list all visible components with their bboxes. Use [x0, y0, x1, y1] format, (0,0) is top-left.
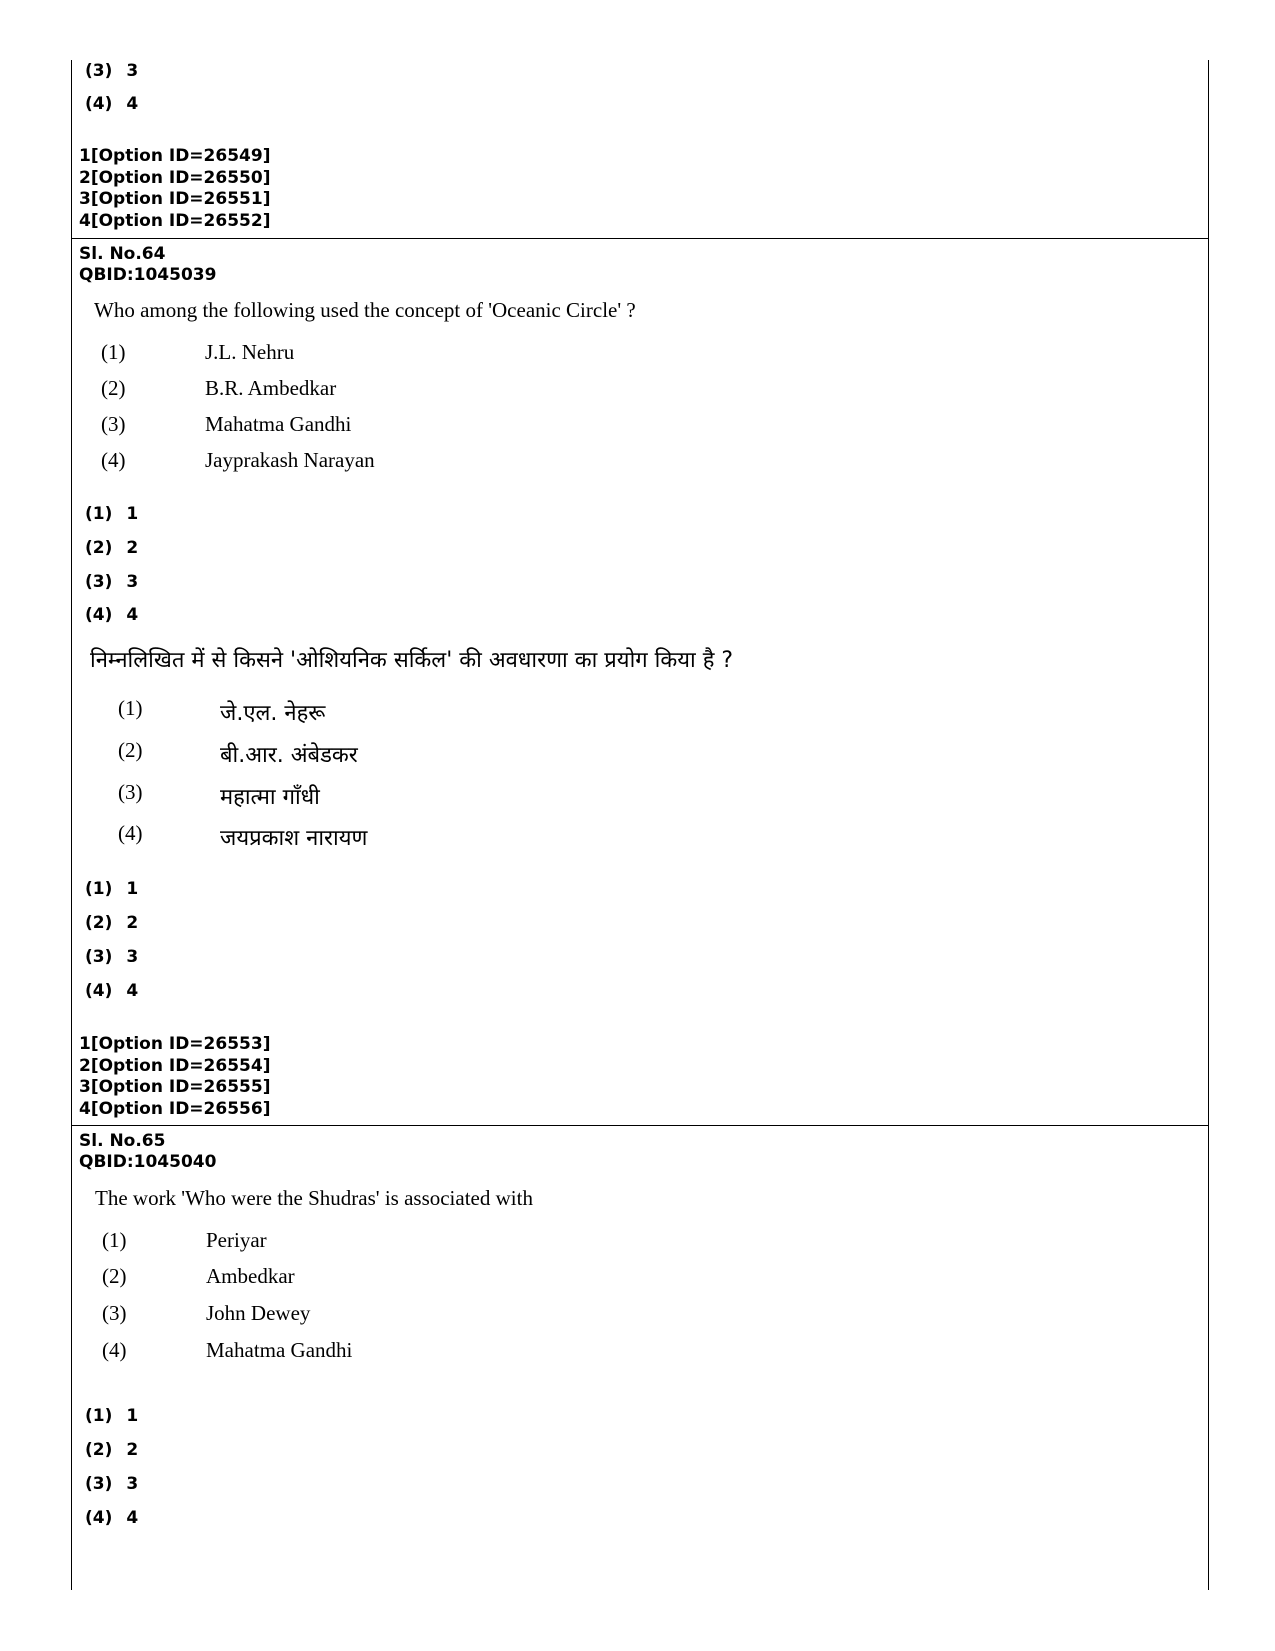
answer-option: (2) 2	[85, 538, 139, 558]
qbid: QBID:1045039	[79, 265, 217, 285]
option-id: 4[Option ID=26556]	[79, 1098, 271, 1119]
option-text: John Dewey	[206, 1301, 311, 1325]
option-number: (2)	[118, 738, 143, 762]
option-text: Periyar	[206, 1228, 267, 1252]
answer-option: (4) 4	[85, 605, 139, 625]
qbid: QBID:1045040	[79, 1152, 217, 1172]
option-text: Jayprakash Narayan	[205, 448, 375, 472]
answer-option: (2) 2	[85, 913, 139, 933]
question-text-hindi: निम्नलिखित में से किसने 'ओशियनिक सर्किल' की अवधारणा का प्रयोग किया है ?	[90, 648, 734, 673]
answer-option: (4) 4	[85, 1508, 139, 1528]
option-id: 2[Option ID=26554]	[79, 1055, 271, 1076]
option-id: 1[Option ID=26549]	[79, 146, 271, 166]
option-number: (2)	[102, 1264, 127, 1288]
answer-option: (3) 3	[85, 1474, 139, 1494]
answer-option: (1) 1	[85, 1406, 139, 1426]
option-id-list	[79, 146, 270, 232]
option-number: (1)	[101, 340, 126, 364]
option-text-hindi: महात्मा गाँधी	[220, 785, 320, 810]
option-id: 1[Option ID=26553]	[79, 1034, 271, 1054]
option-id-list	[79, 1034, 270, 1120]
answer-option: (3) 3	[85, 947, 139, 967]
option-text-hindi: जे.एल. नेहरू	[220, 701, 326, 726]
option-number: (4)	[101, 448, 126, 472]
option-text: B.R. Ambedkar	[205, 376, 337, 400]
serial-number: Sl. No.65	[79, 1131, 166, 1151]
option-number: (2)	[101, 376, 126, 400]
option-id: 2[Option ID=26550]	[79, 167, 271, 188]
serial-number: Sl. No.64	[79, 244, 166, 264]
answer-option: (2) 2	[85, 1440, 139, 1460]
question-text-english: The work 'Who were the Shudras' is associated with	[95, 1186, 533, 1210]
option-text: J.L. Nehru	[205, 340, 295, 364]
option-text-hindi: जयप्रकाश नारायण	[220, 826, 368, 851]
option-number: (1)	[102, 1228, 127, 1252]
option-number: (4)	[102, 1338, 127, 1362]
option-number: (1)	[118, 696, 143, 720]
option-text: Mahatma Gandhi	[205, 412, 352, 436]
option-number: (3)	[102, 1301, 127, 1325]
option-id: 3[Option ID=26555]	[79, 1077, 271, 1097]
answer-option: (4) 4	[85, 94, 139, 114]
option-text-hindi: बी.आर. अंबेडकर	[220, 743, 358, 768]
answer-option: (1) 1	[85, 879, 139, 899]
option-id: 4[Option ID=26552]	[79, 210, 271, 231]
answer-option: (1) 1	[85, 504, 139, 524]
question-text-english: Who among the following used the concept of 'Oceanic Circle' ?	[94, 298, 636, 322]
option-text: Mahatma Gandhi	[206, 1338, 353, 1362]
answer-option: (3) 3	[85, 572, 139, 592]
frame-left-border	[71, 60, 72, 1590]
answer-option: (4) 4	[85, 981, 139, 1001]
option-number: (4)	[118, 821, 143, 845]
option-id: 3[Option ID=26551]	[79, 189, 271, 209]
option-number: (3)	[101, 412, 126, 436]
section-divider	[71, 238, 1209, 239]
option-text: Ambedkar	[206, 1264, 295, 1288]
frame-right-border	[1208, 60, 1209, 1590]
section-divider	[71, 1125, 1209, 1126]
option-number: (3)	[118, 780, 143, 804]
answer-option: (3) 3	[85, 61, 139, 81]
